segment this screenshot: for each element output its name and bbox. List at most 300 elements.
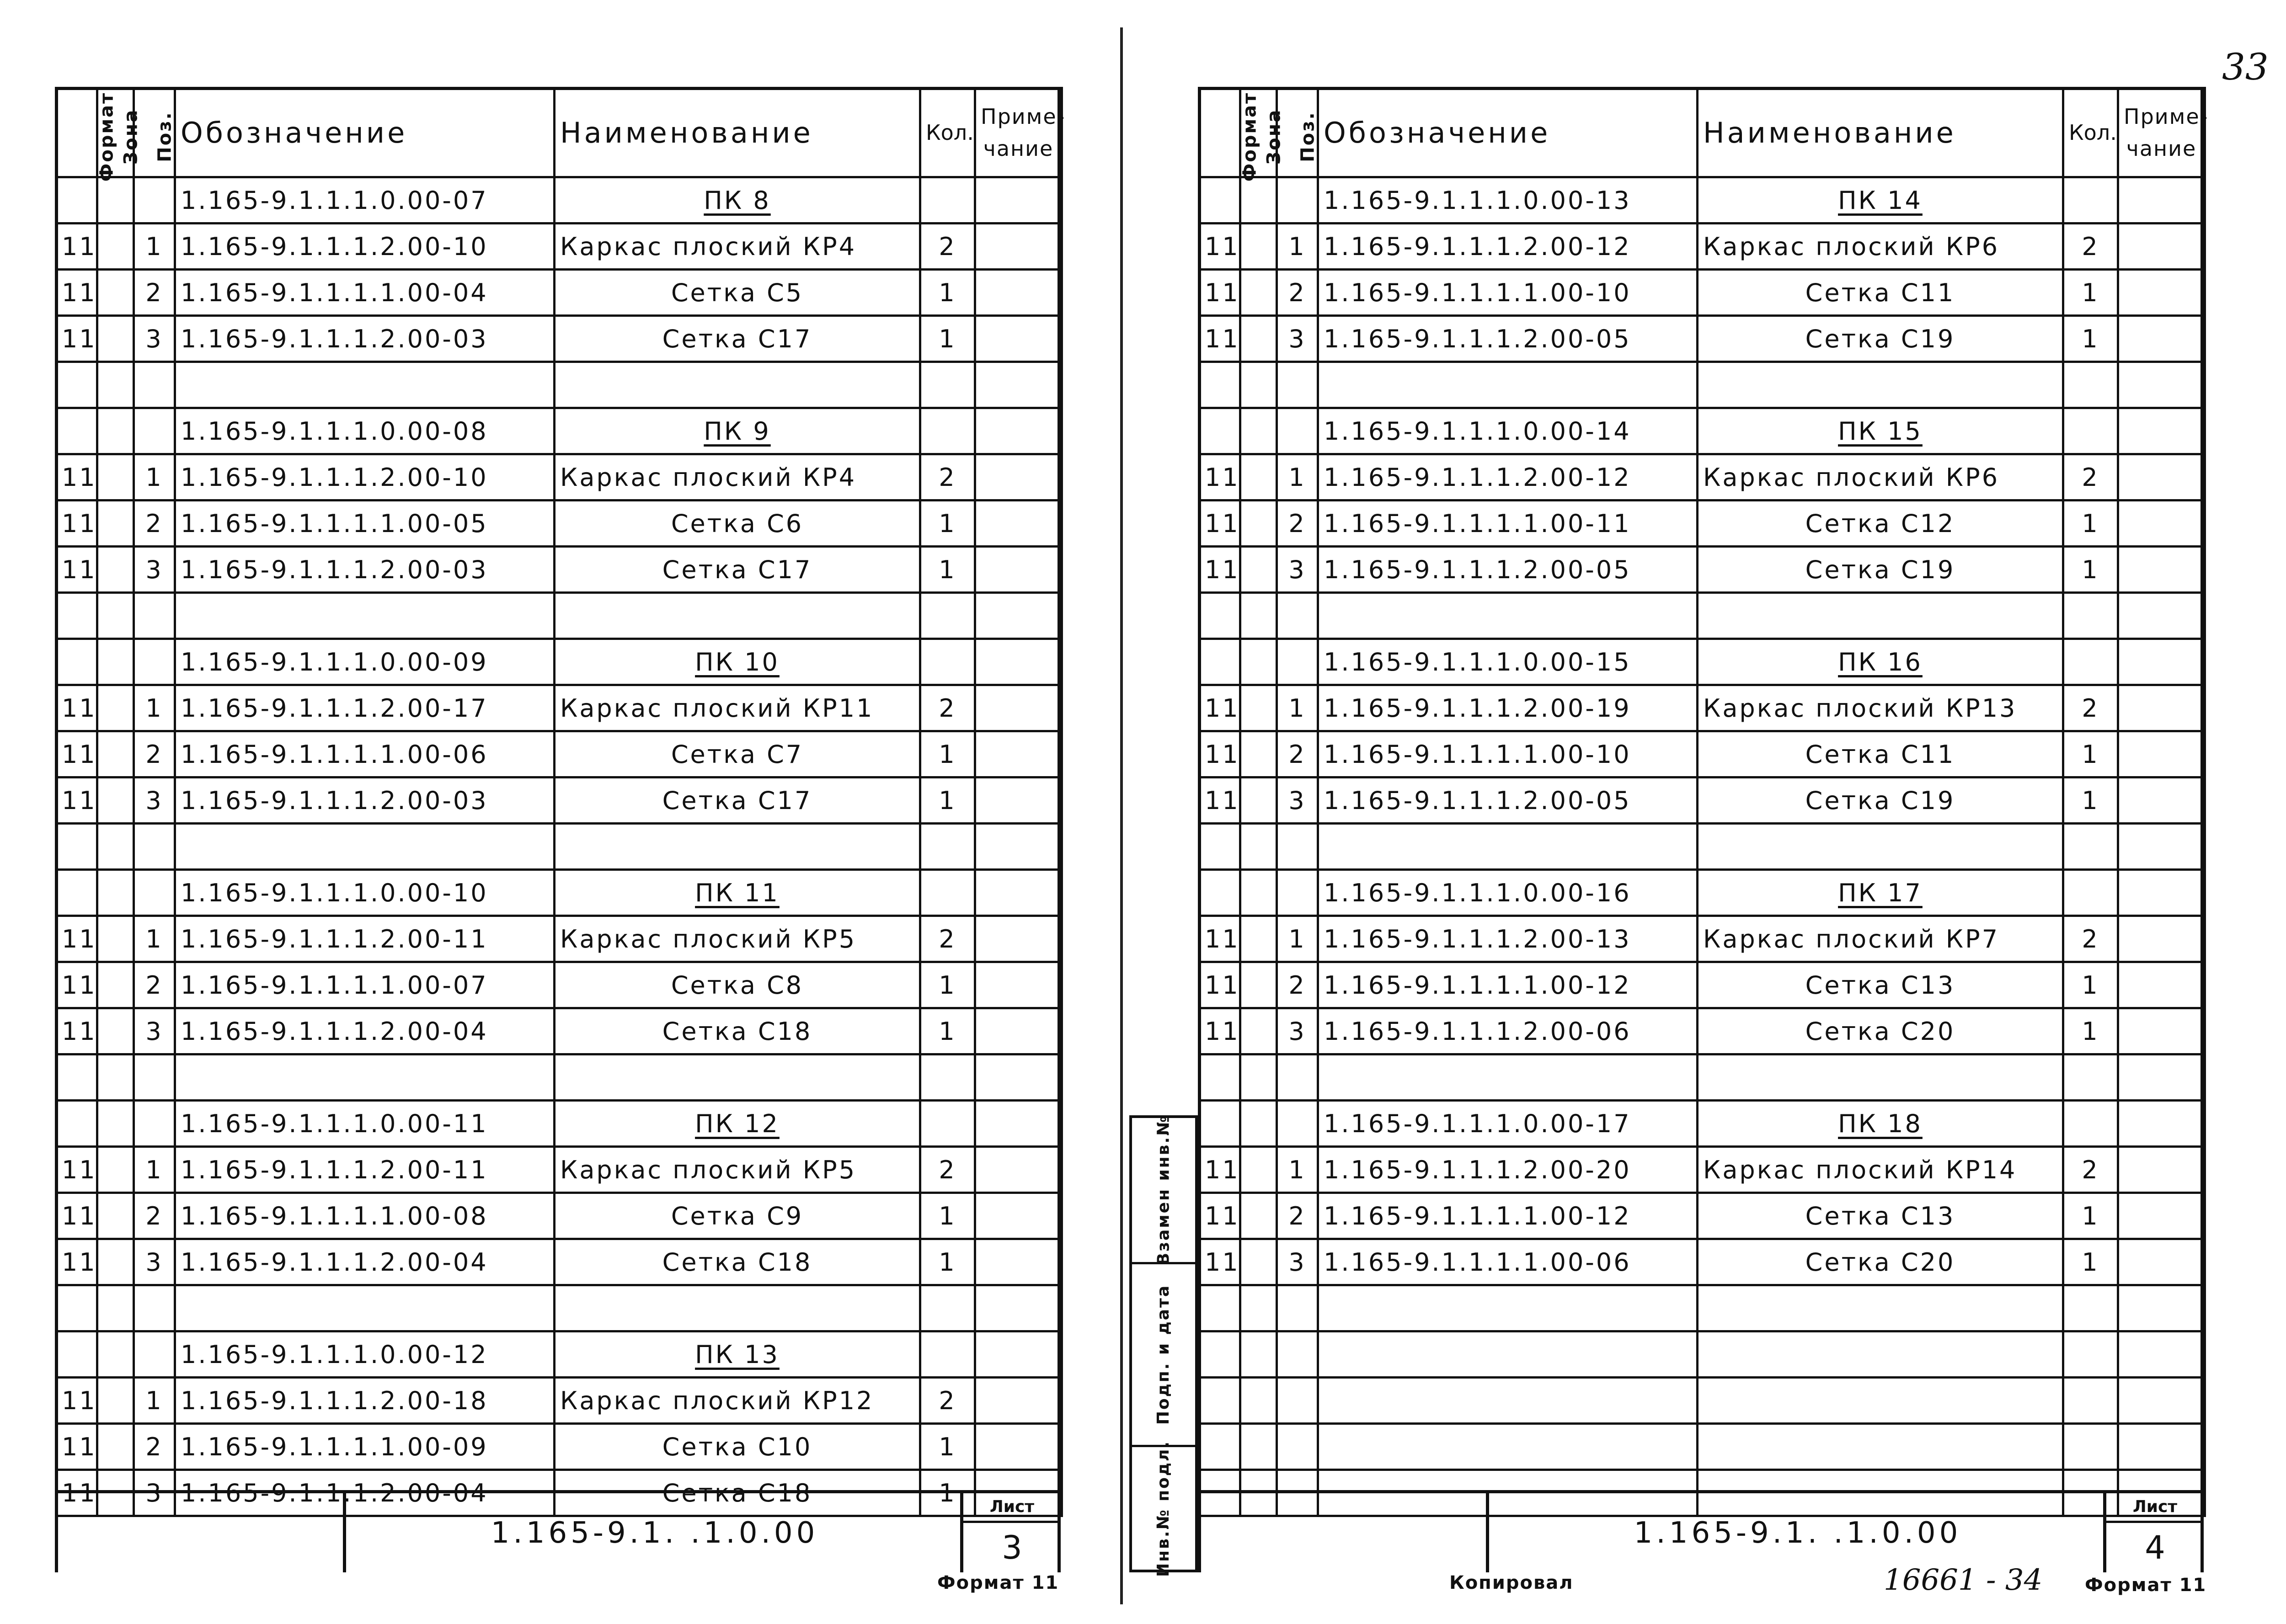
cell-zone bbox=[1240, 270, 1277, 316]
table-header bbox=[56, 88, 1062, 177]
cell-designation bbox=[175, 777, 555, 824]
cell-qty bbox=[920, 1331, 975, 1378]
cell-designation bbox=[175, 454, 555, 501]
table-row bbox=[1199, 916, 2205, 962]
cell-designation bbox=[175, 1147, 555, 1193]
table-row bbox=[56, 362, 1062, 408]
cell-designation-text: 1.165-9.1.1.1.2.00-03 bbox=[181, 324, 488, 353]
spec-table-right bbox=[1198, 87, 2209, 1517]
cell-format-text: 11 bbox=[62, 278, 97, 307]
cell-note bbox=[2118, 870, 2205, 916]
table-row bbox=[1199, 1285, 2205, 1331]
table-row bbox=[1199, 824, 2205, 870]
cell-qty-text: 1 bbox=[939, 1432, 956, 1461]
cell-pos bbox=[134, 1378, 175, 1424]
cell-qty bbox=[920, 593, 975, 639]
cell-format-text: 11 bbox=[1205, 509, 1240, 538]
cell-name bbox=[555, 408, 920, 454]
cell-pos bbox=[1277, 1147, 1318, 1193]
cell-qty-text: 1 bbox=[2082, 786, 2099, 815]
document-code: 1.165-9.1. .1.0.00 bbox=[1486, 1493, 2106, 1572]
cell-pos bbox=[1277, 1101, 1318, 1147]
cell-qty-text: 1 bbox=[2082, 278, 2099, 307]
cell-name-text: ПК 12 bbox=[695, 1109, 780, 1138]
cell-pos bbox=[1277, 224, 1318, 270]
cell-designation bbox=[1318, 316, 1698, 362]
cell-qty-text: 1 bbox=[2082, 509, 2099, 538]
cell-designation bbox=[175, 824, 555, 870]
cell-format-text: 11 bbox=[62, 463, 97, 492]
cell-pos-text: 3 bbox=[145, 1247, 163, 1277]
cell-designation-text: 1.165-9.1.1.1.1.00-07 bbox=[181, 970, 488, 1000]
cell-qty-text: 1 bbox=[939, 1478, 956, 1507]
sheet-right bbox=[1198, 87, 2209, 1572]
cell-pos bbox=[1277, 962, 1318, 1008]
cell-zone bbox=[97, 916, 134, 962]
sheet-label: Лист bbox=[963, 1493, 1061, 1523]
cell-format-text: 11 bbox=[1205, 1017, 1240, 1046]
cell-pos bbox=[134, 454, 175, 501]
cell-qty bbox=[920, 685, 975, 731]
cell-format-text: 11 bbox=[62, 555, 97, 584]
cell-note bbox=[2118, 1378, 2205, 1424]
cell-name-text: Сетка С19 bbox=[1805, 324, 1955, 353]
cell-name bbox=[555, 1054, 920, 1101]
table-row-group-header bbox=[56, 1331, 1062, 1378]
cell-name bbox=[555, 777, 920, 824]
cell-name bbox=[555, 177, 920, 224]
cell-name bbox=[555, 870, 920, 916]
cell-note bbox=[2118, 177, 2205, 224]
cell-pos-text: 2 bbox=[1288, 740, 1306, 769]
cell-name bbox=[555, 1101, 920, 1147]
cell-format bbox=[56, 870, 97, 916]
cell-name bbox=[1698, 639, 2063, 685]
cell-note bbox=[2118, 454, 2205, 501]
cell-name bbox=[1698, 824, 2063, 870]
cell-pos bbox=[1277, 408, 1318, 454]
cell-zone bbox=[1240, 316, 1277, 362]
cell-pos bbox=[1277, 685, 1318, 731]
table-row bbox=[56, 1285, 1062, 1331]
cell-zone bbox=[97, 224, 134, 270]
cell-qty-text: 2 bbox=[2082, 463, 2099, 492]
cell-name-text: ПК 9 bbox=[704, 416, 771, 446]
table-row bbox=[1199, 1239, 2205, 1285]
cell-qty-text: 2 bbox=[939, 1386, 956, 1415]
cell-qty bbox=[920, 547, 975, 593]
cell-designation bbox=[175, 547, 555, 593]
cell-qty bbox=[2063, 224, 2118, 270]
cell-designation-text: 1.165-9.1.1.1.2.00-03 bbox=[181, 786, 488, 815]
cell-designation bbox=[1318, 362, 1698, 408]
cell-format bbox=[56, 362, 97, 408]
cell-designation bbox=[1318, 962, 1698, 1008]
cell-qty bbox=[920, 270, 975, 316]
cell-format-text: 11 bbox=[62, 1201, 97, 1230]
cell-zone bbox=[1240, 1331, 1277, 1378]
cell-designation bbox=[175, 1054, 555, 1101]
cell-designation bbox=[1318, 639, 1698, 685]
cell-qty-text: 1 bbox=[2082, 555, 2099, 584]
cell-format-text: 11 bbox=[62, 1017, 97, 1046]
table-row bbox=[56, 685, 1062, 731]
cell-note bbox=[975, 316, 1062, 362]
table-row bbox=[56, 1239, 1062, 1285]
cell-note bbox=[975, 777, 1062, 824]
cell-pos bbox=[1277, 1424, 1318, 1470]
cell-name-text: Сетка С17 bbox=[662, 555, 812, 584]
cell-note bbox=[975, 270, 1062, 316]
cell-format-text: 11 bbox=[1205, 1201, 1240, 1230]
cell-note bbox=[975, 593, 1062, 639]
cell-designation bbox=[175, 270, 555, 316]
cell-name bbox=[1698, 547, 2063, 593]
cell-name bbox=[1698, 593, 2063, 639]
cell-note bbox=[2118, 777, 2205, 824]
cell-name-text: Каркас плоский КР12 bbox=[560, 1386, 874, 1415]
table-row bbox=[56, 1424, 1062, 1470]
cell-pos bbox=[134, 316, 175, 362]
cell-note bbox=[975, 685, 1062, 731]
cell-note bbox=[975, 1101, 1062, 1147]
cell-format bbox=[1199, 501, 1240, 547]
cell-designation bbox=[175, 224, 555, 270]
cell-format bbox=[56, 1193, 97, 1239]
title-block-left bbox=[55, 1490, 1061, 1572]
cell-format bbox=[56, 408, 97, 454]
cell-zone bbox=[1240, 824, 1277, 870]
cell-name bbox=[1698, 177, 2063, 224]
cell-format-text: 11 bbox=[62, 740, 97, 769]
cell-pos-text: 3 bbox=[145, 1478, 163, 1507]
cell-qty bbox=[2063, 270, 2118, 316]
table-row bbox=[1199, 777, 2205, 824]
cell-qty bbox=[920, 1008, 975, 1054]
cell-qty bbox=[920, 639, 975, 685]
cell-zone bbox=[1240, 224, 1277, 270]
table-row bbox=[56, 593, 1062, 639]
cell-designation bbox=[1318, 1008, 1698, 1054]
cell-format-text: 11 bbox=[1205, 740, 1240, 769]
cell-format bbox=[1199, 224, 1240, 270]
cell-name bbox=[1698, 1008, 2063, 1054]
cell-pos bbox=[1277, 454, 1318, 501]
cell-name bbox=[555, 1424, 920, 1470]
cell-zone bbox=[97, 1008, 134, 1054]
side-approval-strip bbox=[1129, 1114, 1198, 1577]
cell-format-text: 11 bbox=[1205, 786, 1240, 815]
cell-note bbox=[2118, 362, 2205, 408]
cell-name bbox=[1698, 362, 2063, 408]
cell-note bbox=[2118, 916, 2205, 962]
cell-name-text: Сетка С20 bbox=[1805, 1017, 1955, 1046]
cell-designation-text: 1.165-9.1.1.1.2.00-18 bbox=[181, 1386, 488, 1415]
cell-pos bbox=[134, 824, 175, 870]
cell-designation bbox=[1318, 593, 1698, 639]
cell-note bbox=[975, 177, 1062, 224]
cell-pos bbox=[134, 1193, 175, 1239]
cell-qty-text: 1 bbox=[2082, 740, 2099, 769]
cell-qty bbox=[2063, 1331, 2118, 1378]
side-cell-replaced: Взамен инв.№ bbox=[1132, 1118, 1195, 1264]
cell-zone bbox=[97, 962, 134, 1008]
cell-format bbox=[56, 639, 97, 685]
sheet-number-box bbox=[2103, 1493, 2207, 1572]
cell-format-text: 11 bbox=[1205, 924, 1240, 953]
cell-pos-text: 2 bbox=[1288, 1201, 1306, 1230]
cell-zone bbox=[97, 408, 134, 454]
cell-format-text: 11 bbox=[62, 924, 97, 953]
cell-name-text: Каркас плоский КР6 bbox=[1703, 232, 2000, 261]
cell-designation bbox=[1318, 454, 1698, 501]
cell-designation-text: 1.165-9.1.1.1.0.00-07 bbox=[181, 186, 488, 215]
table-row bbox=[56, 777, 1062, 824]
cell-format bbox=[1199, 270, 1240, 316]
cell-qty bbox=[2063, 962, 2118, 1008]
cell-designation bbox=[1318, 1239, 1698, 1285]
cell-qty-text: 1 bbox=[939, 555, 956, 584]
cell-qty bbox=[2063, 731, 2118, 777]
cell-qty-text: 1 bbox=[2082, 1247, 2099, 1277]
table-row bbox=[56, 1378, 1062, 1424]
cell-qty bbox=[920, 316, 975, 362]
cell-designation-text: 1.165-9.1.1.1.2.00-10 bbox=[181, 463, 488, 492]
cell-format bbox=[1199, 1239, 1240, 1285]
cell-name bbox=[555, 593, 920, 639]
header-pos: Поз. bbox=[134, 88, 175, 177]
table-row bbox=[1199, 547, 2205, 593]
cell-qty bbox=[920, 1054, 975, 1101]
cell-name-text: Сетка С20 bbox=[1805, 1247, 1955, 1277]
cell-note bbox=[975, 1193, 1062, 1239]
cell-format bbox=[56, 547, 97, 593]
cell-qty bbox=[920, 777, 975, 824]
cell-format-text: 11 bbox=[62, 1247, 97, 1277]
cell-note bbox=[975, 408, 1062, 454]
cell-qty bbox=[920, 501, 975, 547]
cell-designation bbox=[175, 639, 555, 685]
cell-pos bbox=[1277, 501, 1318, 547]
table-row bbox=[1199, 224, 2205, 270]
cell-qty bbox=[2063, 593, 2118, 639]
cell-pos-text: 1 bbox=[145, 924, 163, 953]
cell-zone bbox=[97, 1193, 134, 1239]
cell-note bbox=[975, 501, 1062, 547]
cell-name-text: Сетка С10 bbox=[662, 1432, 812, 1461]
cell-pos bbox=[1277, 1378, 1318, 1424]
cell-pos-text: 2 bbox=[145, 1432, 163, 1461]
cell-format bbox=[56, 177, 97, 224]
cell-pos-text: 1 bbox=[1288, 463, 1306, 492]
cell-qty bbox=[920, 870, 975, 916]
cell-qty bbox=[920, 1193, 975, 1239]
cell-name-text: ПК 11 bbox=[695, 878, 780, 907]
cell-name-text: ПК 14 bbox=[1838, 186, 1923, 215]
cell-qty bbox=[920, 1424, 975, 1470]
cell-pos bbox=[1277, 1054, 1318, 1101]
cell-pos bbox=[1277, 1285, 1318, 1331]
cell-pos bbox=[134, 1008, 175, 1054]
cell-qty bbox=[2063, 870, 2118, 916]
cell-format-text: 11 bbox=[1205, 1247, 1240, 1277]
cell-designation bbox=[1318, 824, 1698, 870]
cell-name bbox=[1698, 1378, 2063, 1424]
table-row bbox=[56, 1147, 1062, 1193]
cell-zone bbox=[1240, 962, 1277, 1008]
cell-name bbox=[1698, 1147, 2063, 1193]
cell-designation bbox=[1318, 1331, 1698, 1378]
cell-name-text: Сетка С11 bbox=[1805, 278, 1955, 307]
cell-zone bbox=[1240, 1054, 1277, 1101]
cell-pos-text: 3 bbox=[1288, 1247, 1306, 1277]
cell-note bbox=[2118, 1239, 2205, 1285]
cell-designation-text: 1.165-9.1.1.1.0.00-13 bbox=[1324, 186, 1631, 215]
header-qty: Кол. bbox=[2063, 88, 2118, 177]
cell-zone bbox=[1240, 1424, 1277, 1470]
cell-name bbox=[1698, 1424, 2063, 1470]
cell-pos bbox=[134, 731, 175, 777]
cell-name bbox=[555, 1378, 920, 1424]
table-row bbox=[1199, 1331, 2205, 1378]
cell-qty bbox=[2063, 824, 2118, 870]
cell-qty bbox=[2063, 1239, 2118, 1285]
cell-format bbox=[56, 824, 97, 870]
cell-designation-text: 1.165-9.1.1.1.1.00-09 bbox=[181, 1432, 488, 1461]
cell-zone bbox=[1240, 1193, 1277, 1239]
cell-name bbox=[1698, 916, 2063, 962]
cell-format bbox=[1199, 1008, 1240, 1054]
cell-note bbox=[975, 547, 1062, 593]
cell-name bbox=[1698, 962, 2063, 1008]
format-label-left: Формат 11 bbox=[937, 1572, 1059, 1593]
cell-pos-text: 1 bbox=[1288, 693, 1306, 723]
cell-qty-text: 1 bbox=[2082, 1201, 2099, 1230]
cell-pos bbox=[1277, 362, 1318, 408]
cell-qty-text: 1 bbox=[939, 324, 956, 353]
cell-name-text: Сетка С7 bbox=[671, 740, 804, 769]
cell-designation bbox=[1318, 685, 1698, 731]
cell-name-text: Сетка С8 bbox=[671, 970, 804, 1000]
cell-qty-text: 2 bbox=[939, 924, 956, 953]
cell-note bbox=[2118, 962, 2205, 1008]
cell-zone bbox=[97, 1285, 134, 1331]
cell-name bbox=[1698, 731, 2063, 777]
cell-designation bbox=[175, 177, 555, 224]
cell-pos-text: 1 bbox=[1288, 232, 1306, 261]
cell-designation-text: 1.165-9.1.1.1.0.00-12 bbox=[181, 1340, 488, 1369]
cell-note bbox=[975, 362, 1062, 408]
cell-designation-text: 1.165-9.1.1.1.0.00-08 bbox=[181, 416, 488, 446]
cell-designation-text: 1.165-9.1.1.1.0.00-10 bbox=[181, 878, 488, 907]
cell-qty bbox=[2063, 1193, 2118, 1239]
cell-name-text: Сетка С13 bbox=[1805, 970, 1955, 1000]
cell-pos bbox=[134, 639, 175, 685]
table-row bbox=[1199, 1008, 2205, 1054]
table-row-group-header bbox=[1199, 870, 2205, 916]
cell-designation-text: 1.165-9.1.1.1.0.00-16 bbox=[1324, 878, 1631, 907]
cell-designation bbox=[175, 916, 555, 962]
cell-format bbox=[1199, 1147, 1240, 1193]
cell-name-text: ПК 8 bbox=[704, 186, 771, 215]
cell-designation-text: 1.165-9.1.1.1.0.00-17 bbox=[1324, 1109, 1631, 1138]
cell-designation bbox=[175, 962, 555, 1008]
cell-format-text: 11 bbox=[62, 1478, 97, 1507]
cell-pos-text: 1 bbox=[1288, 1155, 1306, 1184]
cell-name bbox=[555, 547, 920, 593]
header-designation: Обозначение bbox=[1318, 88, 1698, 177]
table-row bbox=[1199, 962, 2205, 1008]
cell-name-text: ПК 13 bbox=[695, 1340, 780, 1369]
cell-pos bbox=[1277, 1239, 1318, 1285]
cell-zone bbox=[97, 1239, 134, 1285]
cell-designation bbox=[1318, 777, 1698, 824]
cell-format bbox=[1199, 1424, 1240, 1470]
cell-name bbox=[555, 916, 920, 962]
cell-pos bbox=[134, 362, 175, 408]
cell-format bbox=[1199, 916, 1240, 962]
cell-name bbox=[1698, 1193, 2063, 1239]
cell-name-text: Каркас плоский КР6 bbox=[1703, 463, 2000, 492]
cell-pos-text: 2 bbox=[145, 970, 163, 1000]
header-designation: Обозначение bbox=[175, 88, 555, 177]
handwritten-archive-number: 16661 - 34 bbox=[1884, 1563, 2043, 1597]
cell-name bbox=[1698, 1101, 2063, 1147]
cell-designation bbox=[1318, 1378, 1698, 1424]
cell-format bbox=[1199, 1054, 1240, 1101]
side-cell-sign-date: Подп. и дата bbox=[1132, 1264, 1195, 1447]
cell-designation-text: 1.165-9.1.1.1.2.00-19 bbox=[1324, 693, 1631, 723]
cell-pos bbox=[134, 1147, 175, 1193]
table-row-group-header bbox=[56, 1101, 1062, 1147]
sheet-number: 3 bbox=[1002, 1529, 1022, 1566]
cell-designation bbox=[175, 1101, 555, 1147]
cell-format-text: 11 bbox=[62, 232, 97, 261]
cell-pos bbox=[134, 593, 175, 639]
cell-pos-text: 2 bbox=[1288, 278, 1306, 307]
cell-zone bbox=[97, 1424, 134, 1470]
cell-name-text: Сетка С9 bbox=[671, 1201, 804, 1230]
cell-name bbox=[555, 362, 920, 408]
format-label-right: Формат 11 bbox=[2085, 1575, 2207, 1596]
cell-format bbox=[1199, 593, 1240, 639]
cell-note bbox=[975, 962, 1062, 1008]
cell-format-text: 11 bbox=[1205, 970, 1240, 1000]
cell-note bbox=[2118, 224, 2205, 270]
cell-qty-text: 1 bbox=[939, 1017, 956, 1046]
cell-pos-text: 2 bbox=[145, 509, 163, 538]
cell-zone bbox=[1240, 177, 1277, 224]
cell-qty bbox=[920, 1378, 975, 1424]
cell-format bbox=[56, 962, 97, 1008]
cell-pos bbox=[1277, 1193, 1318, 1239]
cell-pos bbox=[134, 408, 175, 454]
cell-format bbox=[1199, 547, 1240, 593]
cell-name bbox=[555, 454, 920, 501]
cell-pos bbox=[1277, 824, 1318, 870]
cell-note bbox=[975, 1378, 1062, 1424]
cell-note bbox=[2118, 1424, 2205, 1470]
cell-name-text: Каркас плоский КР4 bbox=[560, 463, 857, 492]
cell-note bbox=[2118, 1147, 2205, 1193]
cell-designation bbox=[1318, 547, 1698, 593]
cell-format bbox=[1199, 870, 1240, 916]
cell-designation bbox=[175, 731, 555, 777]
table-row bbox=[1199, 1424, 2205, 1470]
cell-pos bbox=[1277, 593, 1318, 639]
cell-name bbox=[555, 316, 920, 362]
cell-qty bbox=[2063, 501, 2118, 547]
